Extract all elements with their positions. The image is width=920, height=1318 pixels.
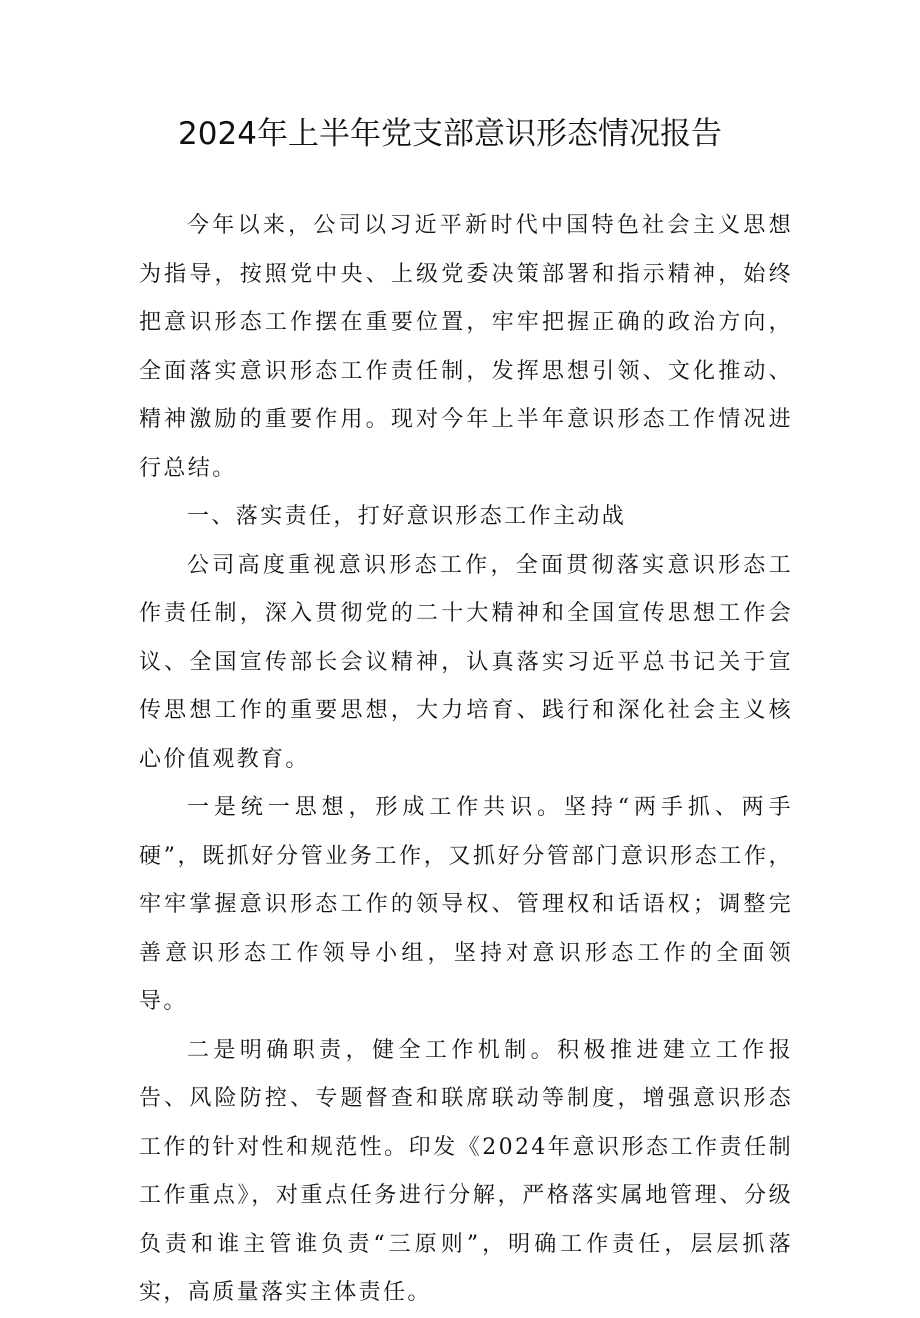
section-heading-1: 一、落实责任，打好意识形态工作主动战 bbox=[187, 504, 627, 529]
document-body bbox=[139, 202, 793, 1318]
paragraph-point-2: 二是明确职责，健全工作机制。积极推进建立工作报告、风险防控、专题督查和联席联动等制度，增强意识形态工作的针对性和规范性。印发《2024年意识形态工作责任制工作重点》，对重点任务进行分解，严格落实属地管理、分级负责和谁主管谁负责“三原则”，明确工作责任，层层抓落实，高质量落实主体责任。 bbox=[139, 1037, 793, 1305]
paragraph-intro: 今年以来，公司以习近平新时代中国特色社会主义思想为指导，按照党中央、上级党委决策部署和指示精神，始终把意识形态工作摆在重要位置，牢牢把握正确的政治方向，全面落实意识形态工作责任制，发挥思想引领、文化推动、精神激励的重要作用。现对今年上半年意识形态工作情况进行总结。 bbox=[139, 213, 793, 481]
paragraph-section-1: 公司高度重视意识形态工作，全面贯彻落实意识形态工作责任制，深入贯彻党的二十大精神和全国宣传思想工作会议、全国宣传部长会议精神，认真落实习近平总书记关于宣传思想工作的重要思想，大力培育、践行和深化社会主义核心价值观教育。 bbox=[139, 552, 793, 772]
document-title: 2024年上半年党支部意识形态情况报告 bbox=[178, 116, 722, 152]
paragraph-point-1: 一是统一思想，形成工作共识。坚持“两手抓、两手硬”，既抓好分管业务工作，又抓好分管部门意识形态工作，牢牢掌握意识形态工作的领导权、管理权和话语权；调整完善意识形态工作领导小组，坚持对意识形态工作的全面领导。 bbox=[139, 795, 793, 1014]
